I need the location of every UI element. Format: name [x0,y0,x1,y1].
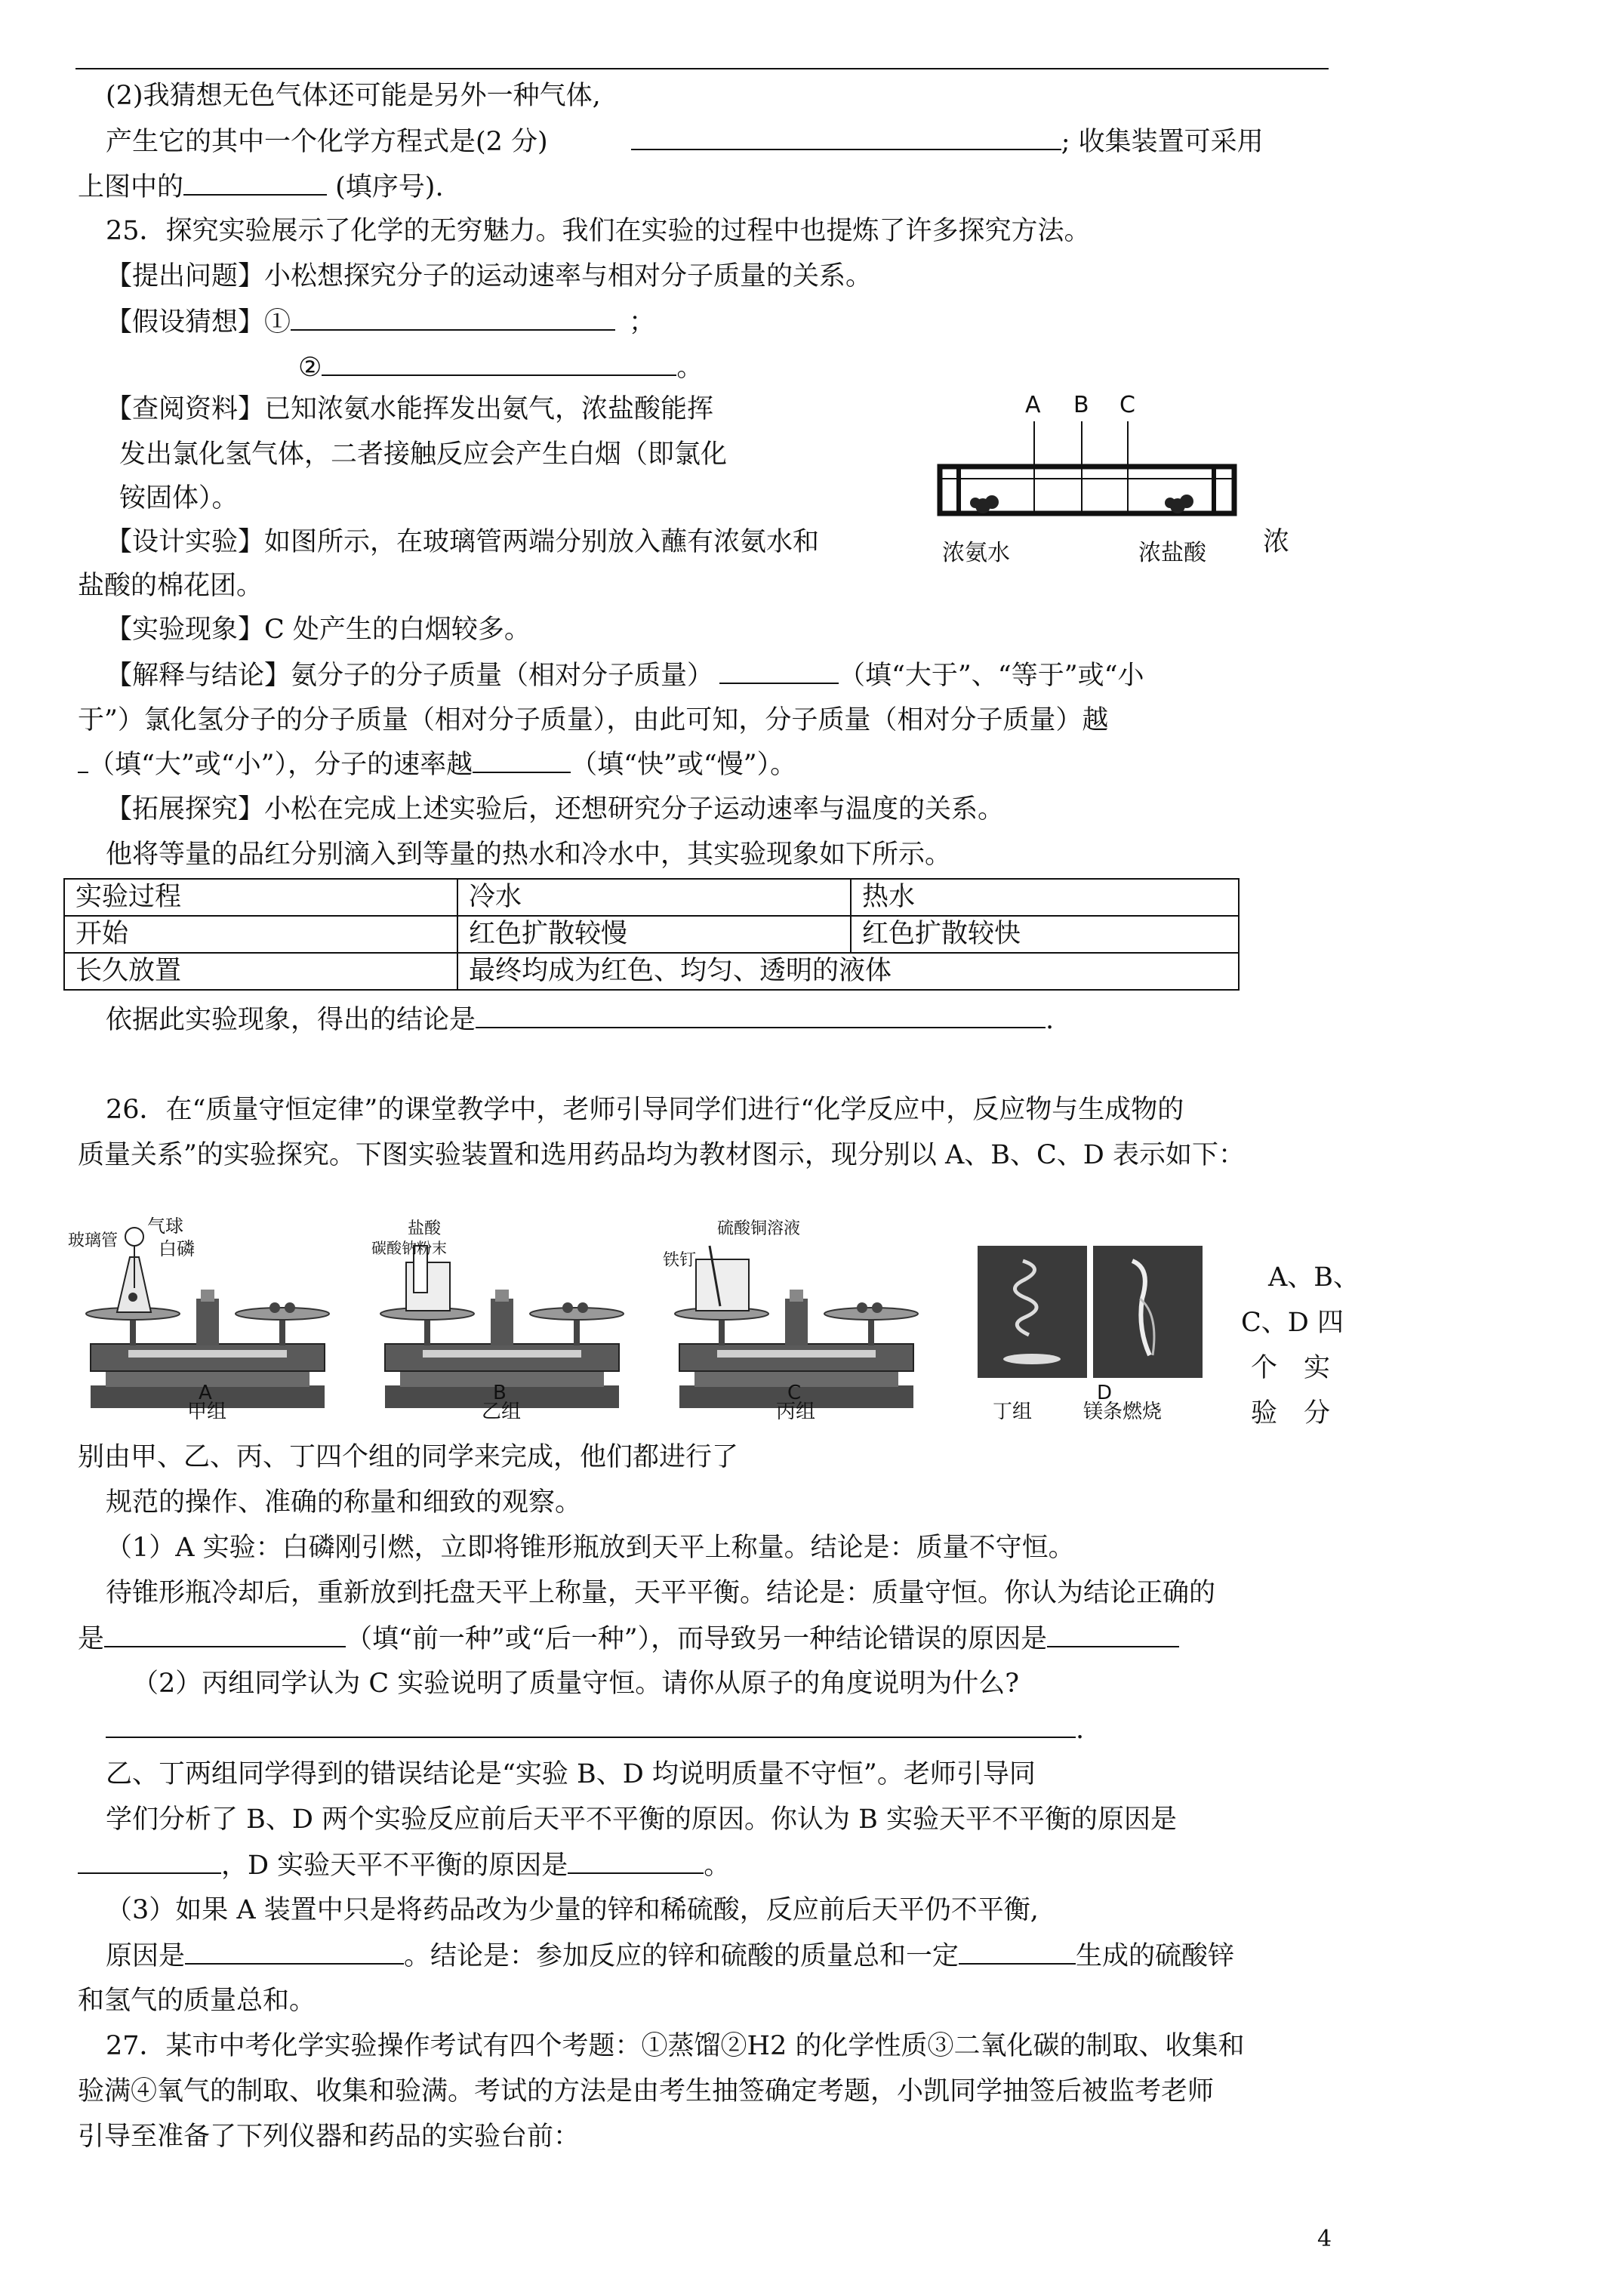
conclusion-end: . [1046,1005,1055,1035]
caption-a: A [199,1382,212,1404]
hypothesis-end: 。 [676,353,704,383]
q26-intro-2: 质量关系”的实验探究。下图实验装置和选用药品均为教材图示，现分别以 A、B、C、D 表示如下： [78,1140,1245,1170]
q25-question: 【提出问题】小松想探究分子的运动速率与相对分子质量的关系。 [106,261,873,291]
group-a: 甲组 [187,1401,227,1423]
hypothesis-label: 【假设猜想】① [106,307,291,337]
group-b: 乙组 [482,1401,522,1423]
tube-right-label: 浓盐酸 [1138,540,1206,566]
experiment-table [63,878,1240,991]
d-caption: 镁条燃烧 [1083,1401,1163,1423]
a-label-tube: 玻璃管 [68,1231,119,1250]
q26-p1-line2: 待锥形瓶冷却后，重新放到托盘天平上称量，天平平衡。结论是：质量守恒。你认为结论正确的 [106,1578,1216,1608]
tube-label-b: B [1073,392,1089,418]
q26-p2-line4: 学们分析了 B、D 两个实验反应前后天平不平衡的原因。你认为 B 实验天平不平衡的原因是 [106,1804,1178,1835]
p1-text-2: （填“前一种”或“后一种”），而导致另一种结论错误的原因是 [346,1624,1048,1654]
q25-lookup-2: 发出氯化氢气体，二者接触反应会产生白烟（即氯化 [119,439,728,470]
q24-line2 [106,122,1264,162]
q26-p2-line2 [106,1709,1084,1749]
q26-p1-line1: （1）A 实验：白磷刚引燃，立即将锥形瓶放到天平上称量。结论是：质量不守恒。 [106,1533,1075,1563]
answer-blank[interactable] [959,1936,1076,1965]
tube-label-c: C [1119,392,1135,418]
q27-line3: 引导至准备了下列仪器和药品的实验台前： [78,2122,581,2152]
balance-b-icon [371,1219,624,1423]
answer-blank[interactable] [78,744,88,773]
q27-line2: 验满④氧气的制取、收集和验满。考试的方法是由考生抽签确定考题，小凯同学抽签后被监考老师 [78,2076,1215,2106]
p1-text: 是 [78,1624,105,1654]
answer-blank[interactable] [78,1845,221,1874]
c-label-solution: 硫酸铜溶液 [717,1219,801,1238]
table-cell: 红色扩散较快 [851,916,1239,953]
p3-text-2: 。结论是：参加反应的锌和硫酸的质量总和一定 [404,1941,959,1971]
a-label-balloon: 气球 [147,1216,183,1237]
q26-p2-line1: （2）丙组同学认为 C 实验说明了质量守恒。请你从原子的角度说明为什么? [132,1669,1020,1699]
caption-d: D [1097,1382,1113,1404]
balance-a-icon [68,1216,329,1423]
cotton-ball-left-icon [970,495,999,513]
q26-side-1: A、B、 [1268,1262,1360,1293]
q25-explain-1 [106,655,1144,695]
q26-p3-line3: 和氢气的质量总和。 [78,1986,316,2016]
q27-line1: 27．某市中考化学实验操作考试有四个考题：①蒸馏②H2 的化学性质③二氧化碳的制取、收集和 [106,2031,1245,2061]
p3-text-3: 生成的硫酸锌 [1076,1941,1235,1971]
q24-line2-text: 产生它的其中一个化学方程式是(2 分) [106,127,548,157]
hypothesis-label: ② [298,353,322,383]
c-label-nail: 铁钉 [663,1251,697,1270]
tube-label-a: A [1025,392,1041,418]
q25-explain-2: 于”）氯化氢分子的分子质量（相对分子质量），由此可知，分子质量（相对分子质量）越 [78,705,1109,735]
cotton-ball-right-icon [1165,495,1193,513]
q26-p3-line1: （3）如果 A 装置中只是将药品改为少量的锌和稀硫酸，反应前后天平仍不平衡, [106,1895,1039,1925]
q25-lookup-3: 铵固体）。 [119,483,239,513]
q26-p2-line5 [78,1845,730,1885]
q26-p2-line3: 乙、丁两组同学得到的错误结论是“实验 B、D 均说明质量不守恒”。老师引导同 [106,1759,1036,1789]
explain-text-2: （填“快”或“慢”）。 [571,750,797,780]
answer-blank[interactable] [568,1845,704,1874]
table-cell: 最终均成为红色、均匀、透明的液体 [457,953,1239,990]
a-label-phosphorus: 白磷 [159,1238,195,1259]
explain-text-2: （填“大于”、“等于”或“小 [839,661,1144,691]
q26-side-2: C、D 四 [1241,1308,1344,1338]
caption-b: B [493,1382,507,1404]
q26-cont-2: 规范的操作、准确的称量和细致的观察。 [106,1487,582,1518]
table-cell: 长久放置 [64,953,457,990]
conclusion-text: 依据此实验现象，得出的结论是 [106,1005,476,1035]
header-rule [75,68,1329,69]
group-c: 丙组 [776,1401,816,1423]
answer-blank[interactable] [473,744,571,773]
b-label-powder: 碳酸钠粉末 [371,1239,447,1257]
table-header: 实验过程 [64,879,457,916]
q26-p3-line2 [106,1936,1234,1976]
q25-design-2: 盐酸的棉花团。 [78,571,263,601]
answer-blank[interactable] [183,167,327,196]
group-d: 丁组 [993,1401,1033,1423]
explain-text: 【解释与结论】氨分子的分子质量（相对分子质量） [106,661,714,691]
q26-p1-line3 [78,1619,1179,1659]
answer-blank[interactable] [185,1936,404,1965]
table-header: 热水 [851,879,1239,916]
answer-blank[interactable] [1047,1619,1179,1647]
q24-line3-suffix: (填序号). [327,172,444,202]
tube-left-label: 浓氨水 [942,540,1010,566]
table-cell: 红色扩散较慢 [457,916,851,953]
q25-conclusion [106,1000,1054,1040]
answer-blank[interactable] [631,122,1061,150]
q25-side-text: 浓 [1263,527,1290,557]
caption-c: C [787,1382,802,1404]
q24-line3-text: 上图中的 [78,172,184,202]
balance-figures [68,1216,1223,1435]
answer-blank[interactable] [104,1619,346,1647]
q25-explain-3 [78,744,796,784]
table-header-row [64,879,1239,916]
q26-intro-1: 26．在“质量守恒定律”的课堂教学中，老师引导同学们进行“化学反应中，反应物与生成物的 [106,1095,1184,1125]
q25-hypothesis-2 [298,347,703,387]
answer-blank[interactable] [719,655,839,684]
p2-text-end: 。 [704,1851,731,1881]
table-cell: 开始 [64,916,457,953]
q26-side-4: 验 分 [1251,1398,1331,1428]
q25-extend-2: 他将等量的品红分别滴入到等量的热水和冷水中，其实验现象如下所示。 [106,840,952,870]
q25-phenomenon: 【实验现象】C 处产生的白烟较多。 [106,615,531,645]
table-row [64,953,1239,990]
magnesium-burning-icon [978,1246,1203,1423]
p2-end: . [1076,1715,1085,1745]
q25-design-1: 【设计实验】如图所示，在玻璃管两端分别放入蘸有浓氨水和 [106,527,820,557]
q26-side-3: 个 实 [1251,1353,1331,1383]
balance-c-icon [663,1219,918,1423]
q24-line2-suffix: ; 收集装置可采用 [1061,127,1264,157]
q25-intro: 25．探究实验展示了化学的无穷魅力。我们在实验的过程中也提炼了许多探究方法。 [106,216,1091,246]
q24-line3 [78,167,444,207]
table-row [64,916,1239,953]
q25-extend-1: 【拓展探究】小松在完成上述实验后，还想研究分子运动速率与温度的关系。 [106,794,1005,824]
glass-tube-figure [929,385,1306,581]
page-number: 4 [1317,2226,1332,2252]
answer-blank[interactable] [291,302,615,331]
answer-blank[interactable] [106,1709,1076,1738]
hypothesis-end: ； [629,307,656,337]
q25-lookup-1: 【查阅资料】已知浓氨水能挥发出氨气，浓盐酸能挥 [106,394,714,424]
q24-line1: (2)我猜想无色气体还可能是另外一种气体, [106,81,601,111]
q25-hypothesis-1 [106,302,655,342]
answer-blank[interactable] [322,347,676,376]
b-label-acid: 盐酸 [408,1219,442,1238]
p3-text: 原因是 [106,1941,186,1971]
table-header: 冷水 [457,879,851,916]
explain-text: （填“大”或“小”），分子的速率越 [88,750,473,780]
q26-cont-1: 别由甲、乙、丙、丁四个组的同学来完成，他们都进行了 [78,1442,739,1472]
p2-text: ，D 实验天平不平衡的原因是 [221,1851,568,1881]
answer-blank[interactable] [476,1000,1046,1028]
